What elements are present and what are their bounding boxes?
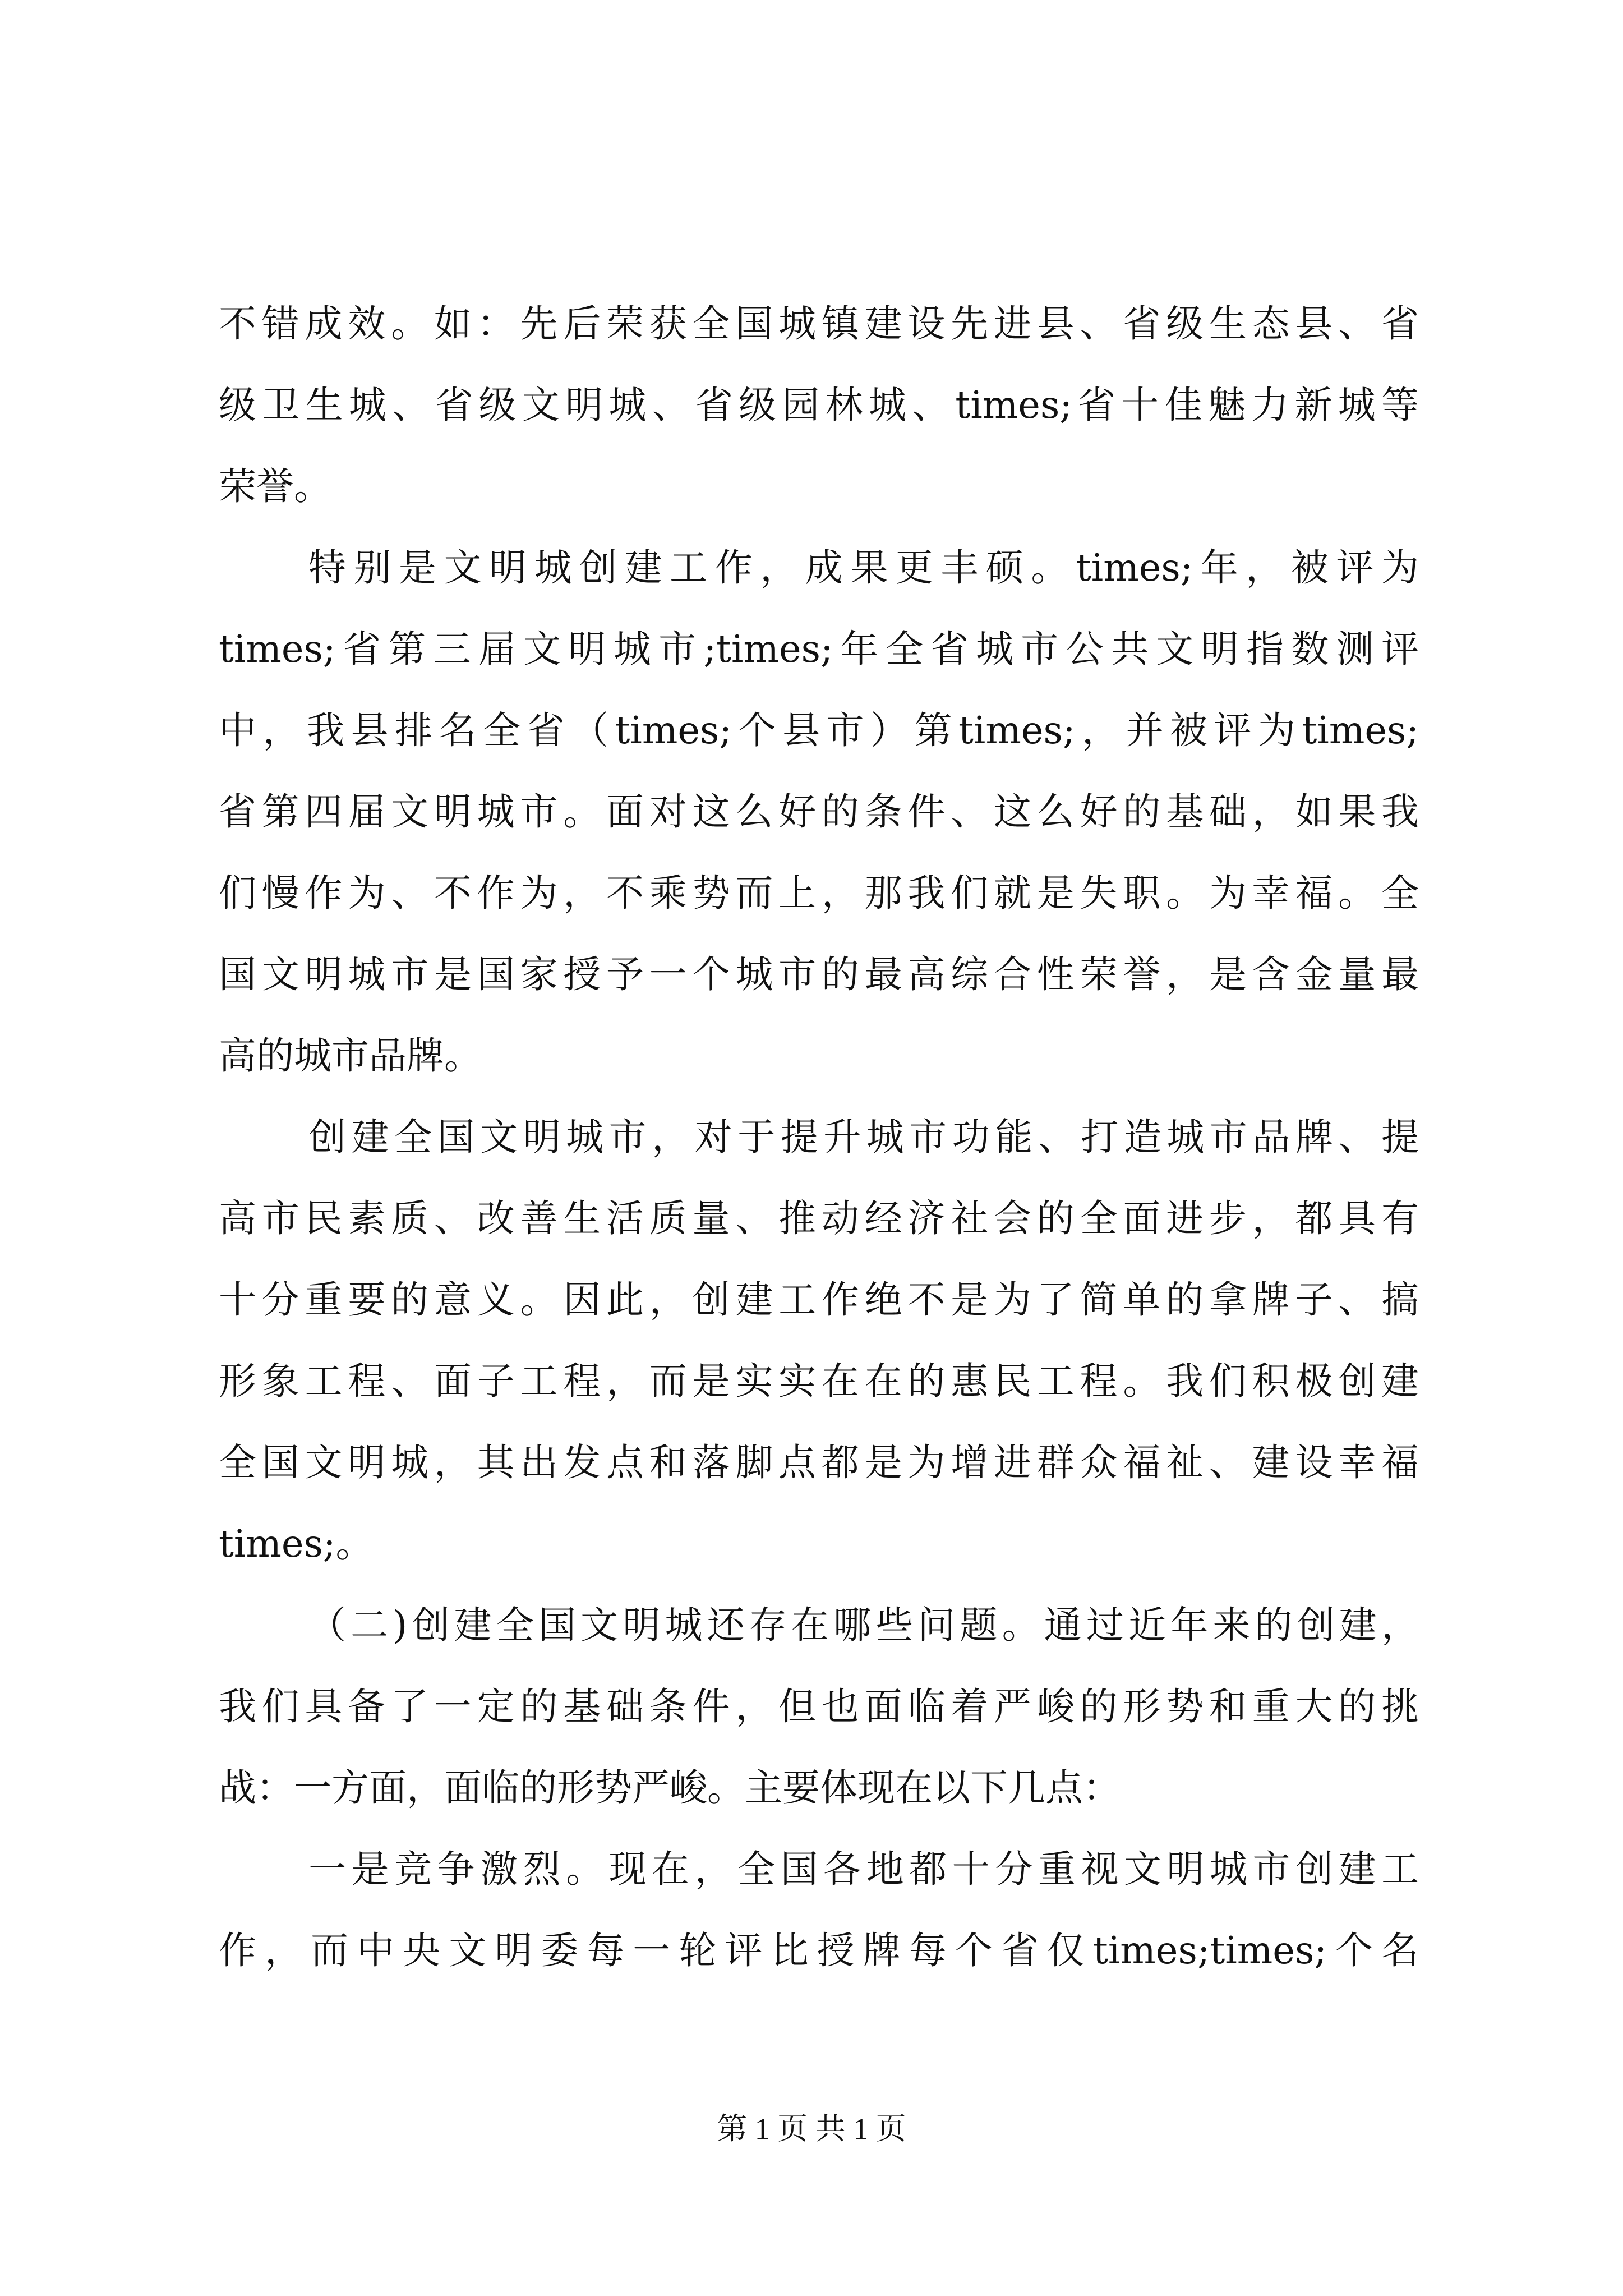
text-line: 一是竞争激烈。现在，全国各地都十分重视文明城市创建工 [308, 1847, 1419, 1891]
document-body [219, 283, 1419, 1991]
text-line: 特别是文明城创建工作，成果更丰硕。times;年，被评为 [308, 546, 1419, 590]
text-line: times;省第三届文明城市;times;年全省城市公共文明指数测评 [219, 627, 1419, 671]
paragraph [219, 283, 1419, 527]
text-line: 战：一方面，面临的形势严峻。主要体现在以下几点： [219, 1766, 1121, 1810]
text-line: 省第四届文明城市。面对这么好的条件、这么好的基础，如果我 [219, 790, 1419, 834]
text-line: 十分重要的意义。因此，创建工作绝不是为了简单的拿牌子、搞 [219, 1278, 1419, 1322]
page-number-footer: 第 1 页 共 1 页 [717, 2112, 906, 2146]
text-line: 我们具备了一定的基础条件，但也面临着严峻的形势和重大的挑 [219, 1685, 1419, 1728]
text-line: 不错成效。如：先后荣获全国城镇建设先进县、省级生态县、省 [219, 302, 1419, 346]
text-line: 中，我县排名全省（times;个县市）第times;，并被评为times; [219, 708, 1419, 752]
text-line: 荣誉。 [219, 464, 331, 508]
text-line: times;。 [219, 1522, 374, 1566]
paragraph [219, 1097, 1419, 1585]
text-line: 国文明城市是国家授予一个城市的最高综合性荣誉，是含金量最 [219, 953, 1419, 996]
text-line: 级卫生城、省级文明城、省级园林城、times;省十佳魅力新城等 [219, 383, 1419, 427]
text-line: 形象工程、面子工程，而是实实在在的惠民工程。我们积极创建 [219, 1359, 1419, 1403]
text-line: 作，而中央文明委每一轮评比授牌每个省仅times;times;个名 [219, 1929, 1419, 1972]
text-line: 全国文明城，其出发点和落脚点都是为增进群众福祉、建设幸福 [219, 1441, 1419, 1484]
paragraph [219, 1585, 1419, 1829]
text-line: 高市民素质、改善生活质量、推动经济社会的全面进步，都具有 [219, 1197, 1419, 1240]
text-line: 高的城市品牌。 [219, 1034, 482, 1078]
text-line: 创建全国文明城市，对于提升城市功能、打造城市品牌、提 [308, 1115, 1419, 1159]
paragraph [219, 527, 1419, 1097]
text-line: 们慢作为、不作为，不乘势而上，那我们就是失职。为幸福。全 [219, 871, 1419, 915]
text-line: （二)创建全国文明城还存在哪些问题。通过近年来的创建， [308, 1603, 1419, 1647]
paragraph [219, 1829, 1419, 1991]
